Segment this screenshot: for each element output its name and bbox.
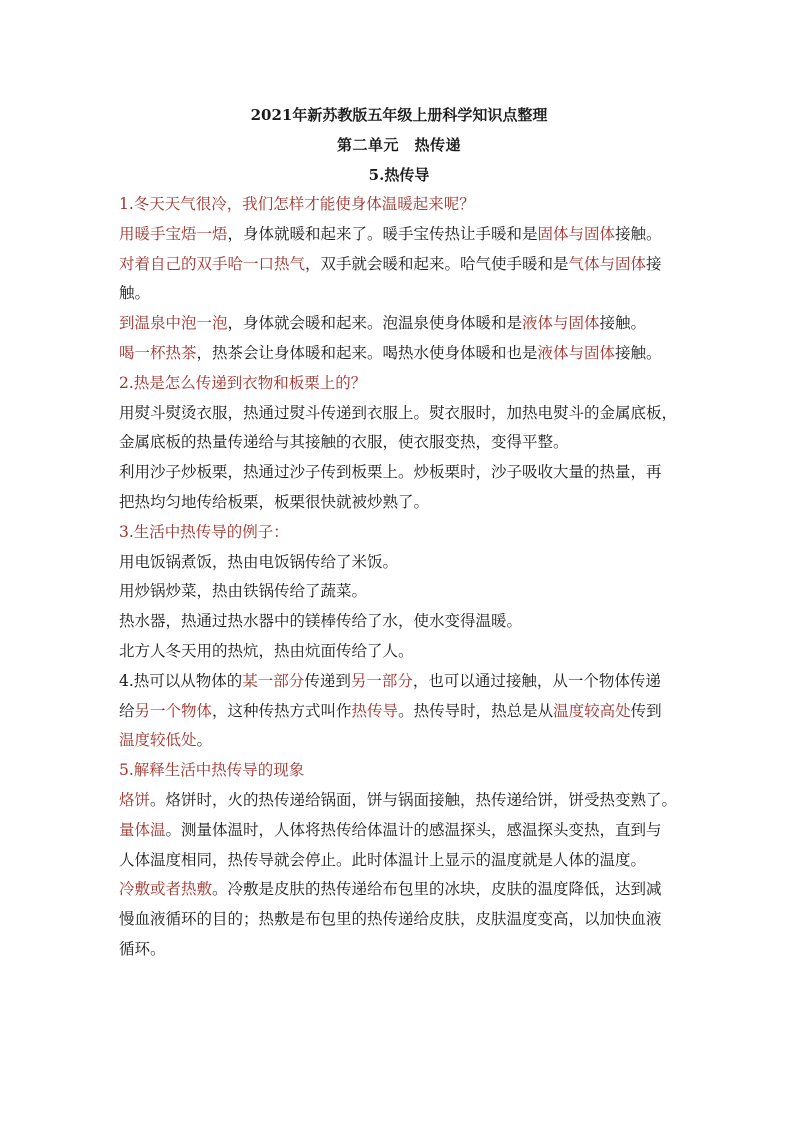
paragraph-line: 北方人冬天用的热炕，热由炕面传给了人。: [119, 641, 414, 660]
paragraph-line: [119, 339, 679, 369]
paragraph-line: 用熨斗熨烫衣服，热通过熨斗传递到衣服上。熨衣服时，加热电熨斗的金属底板，: [119, 403, 678, 422]
paragraph-line: 利用沙子炒板栗，热通过沙子传到板栗上。炒板栗时，沙子吸收大量的热量，再: [119, 463, 662, 482]
section-2-heading: 2.热是怎么传递到衣物和板栗上的？: [119, 373, 367, 392]
body-text: ，热茶会让身体暖和起来。喝热水使身体暖和也是: [196, 343, 538, 362]
paragraph-line: 用电饭锅煮饭，热由电饭锅传给了米饭。: [119, 552, 399, 571]
paragraph-line: [119, 220, 679, 250]
body-text: ，这种传热方式叫作: [212, 701, 352, 720]
highlight-text: 另一个物体: [134, 701, 213, 720]
paragraph-line: 热水器，热通过热水器中的镁棒传给了水，使水变得温暖。: [119, 612, 523, 631]
highlight-text: 冷敷或者热敷: [119, 880, 213, 899]
paragraph-line: 慢血液循环的目的；热敷是布包里的热传递给皮肤，皮肤温度变高，以加快血液: [119, 910, 662, 929]
body-text: 接触。: [615, 343, 662, 362]
paragraph-line: 把热均匀地传给板栗，板栗很快就被炒熟了。: [119, 492, 430, 511]
highlight-text: 液体与固体: [522, 314, 600, 333]
highlight-text: 某一部分: [242, 671, 305, 690]
paragraph-line: [119, 786, 679, 816]
highlight-text: 对着自己的双手哈一口热气: [119, 254, 306, 273]
section-4-line: [119, 726, 679, 756]
paragraph-line: [119, 279, 679, 309]
highlight-text: 温度较低处: [119, 731, 197, 750]
highlight-text: 烙饼: [119, 790, 151, 809]
section-3-heading: 3.生活中热传导的例子：: [119, 522, 289, 541]
highlight-text: 热传导: [351, 701, 399, 720]
highlight-text: 液体与固体: [537, 343, 616, 362]
paragraph-line: [119, 309, 679, 339]
body-text: 。烙饼时，火的热传递给锅面，饼与锅面接触，热传递给饼，饼受热变熟了。: [150, 790, 678, 809]
body-text: ，身体就暖和起来了。暖手宝传热让手暖和是: [227, 224, 538, 243]
highlight-text: 到温泉中泡一泡: [119, 314, 228, 333]
paragraph-line: [119, 816, 679, 846]
body-text: 传递到: [304, 671, 351, 690]
body-text: 。测量体温时，人体将热传给体温计的感温探头，感温探头变热，直到与: [165, 820, 662, 839]
section-1-heading: 1.冬天天气很冷，我们怎样才能使身体温暖起来呢？: [119, 195, 475, 213]
highlight-text: 量体温: [119, 820, 166, 839]
body-text: 。热传导时，热总是从: [398, 701, 554, 720]
paragraph-line: 用炒锅炒菜，热由铁锅传给了蔬菜。: [119, 582, 368, 601]
body-text: 。冷敷是皮肤的热传递给布包里的冰块，皮肤的温度降低，达到减: [212, 880, 662, 899]
body-text: 接触。: [599, 314, 647, 333]
body-text: ，身体就会暖和起来。泡温泉使身体暖和是: [227, 314, 523, 333]
paragraph-line: 人体温度相同，热传导就会停止。此时体温计上显示的温度就是人体的温度。: [119, 850, 647, 869]
body-text: 给: [119, 701, 135, 720]
document-title: 2021年新苏教版五年级上册科学知识点整理: [250, 106, 548, 124]
lesson-title: 5.热传导: [368, 166, 430, 184]
highlight-text: 另一部分: [350, 671, 413, 690]
section-4-line: [119, 697, 679, 727]
document-body: [119, 100, 679, 965]
body-text: 接: [646, 254, 662, 273]
paragraph-line: 金属底板的热量传递给与其接触的衣服，使衣服变热，变得平整。: [119, 433, 569, 452]
section-5-heading: 5.解释生活中热传导的现象: [119, 761, 305, 780]
body-text: ，也可以通过接触，从一个物体传递: [412, 671, 661, 690]
unit-title: 第二单元 热传递: [336, 136, 461, 154]
paragraph-line: 循环。: [119, 939, 166, 958]
paragraph-line: [119, 250, 679, 280]
highlight-text: 喝一杯热茶: [119, 343, 197, 362]
paragraph-line: [119, 875, 679, 905]
body-text: 4.热可以从物体的: [119, 671, 243, 690]
body-text: ，双手就会暖和起来。哈气使手暖和是: [305, 254, 569, 273]
highlight-text: 固体与固体: [537, 224, 616, 243]
highlight-text: 温度较高处: [553, 701, 631, 720]
section-4-line: [119, 667, 679, 697]
body-text: 接触。: [615, 224, 662, 243]
highlight-text: 用暖手宝焐一焐: [119, 224, 228, 243]
body-text: 。: [196, 731, 213, 750]
body-text: 传到: [630, 701, 662, 720]
body-text: 触。: [119, 284, 151, 303]
highlight-text: 气体与固体: [568, 254, 647, 273]
